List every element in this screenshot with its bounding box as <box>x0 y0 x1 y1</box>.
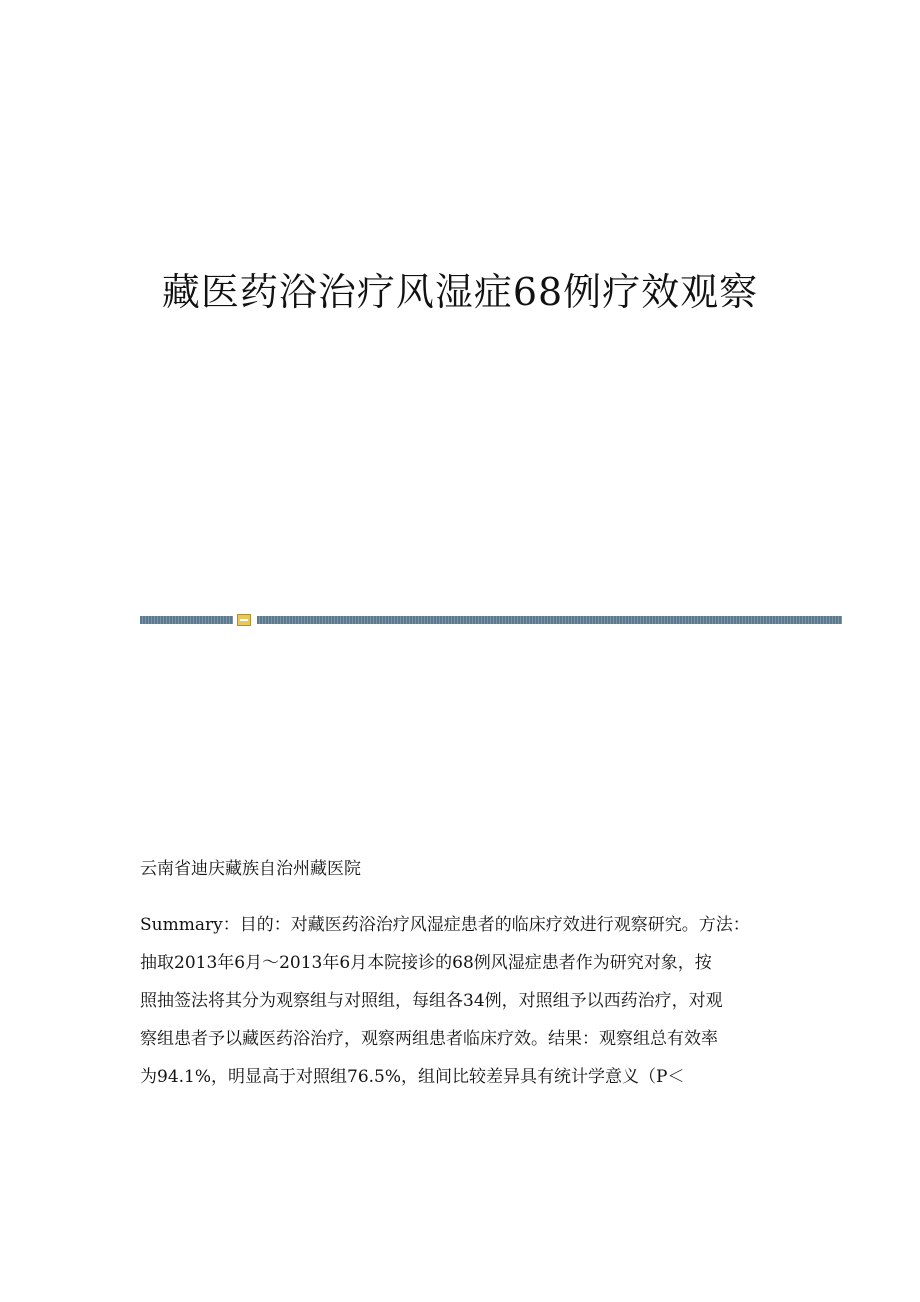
author-affiliation: 云南省迪庆藏族自治州藏医院 <box>140 859 361 879</box>
divider-ornament-icon <box>237 614 251 626</box>
divider-bar-right <box>257 616 842 624</box>
divider-bar-left <box>140 616 233 624</box>
summary-line: 照抽签法将其分为观察组与对照组，每组各34例，对照组予以西药治疗，对观 <box>140 991 723 1011</box>
summary-line: 察组患者予以藏医药浴治疗，观察两组患者临床疗效。结果：观察组总有效率 <box>140 1029 718 1049</box>
document-title: 藏医药浴治疗风湿症68例疗效观察 <box>161 270 759 314</box>
summary-line: 为94.1%，明显高于对照组76.5%，组间比较差异具有统计学意义（P＜ <box>140 1067 685 1087</box>
summary-line: Summary：目的：对藏医药浴治疗风湿症患者的临床疗效进行观察研究。方法： <box>140 915 750 935</box>
section-divider <box>140 614 842 626</box>
summary-paragraph <box>140 910 780 1100</box>
summary-line: 抽取2013年6月～2013年6月本院接诊的68例风湿症患者作为研究对象，按 <box>140 953 712 973</box>
